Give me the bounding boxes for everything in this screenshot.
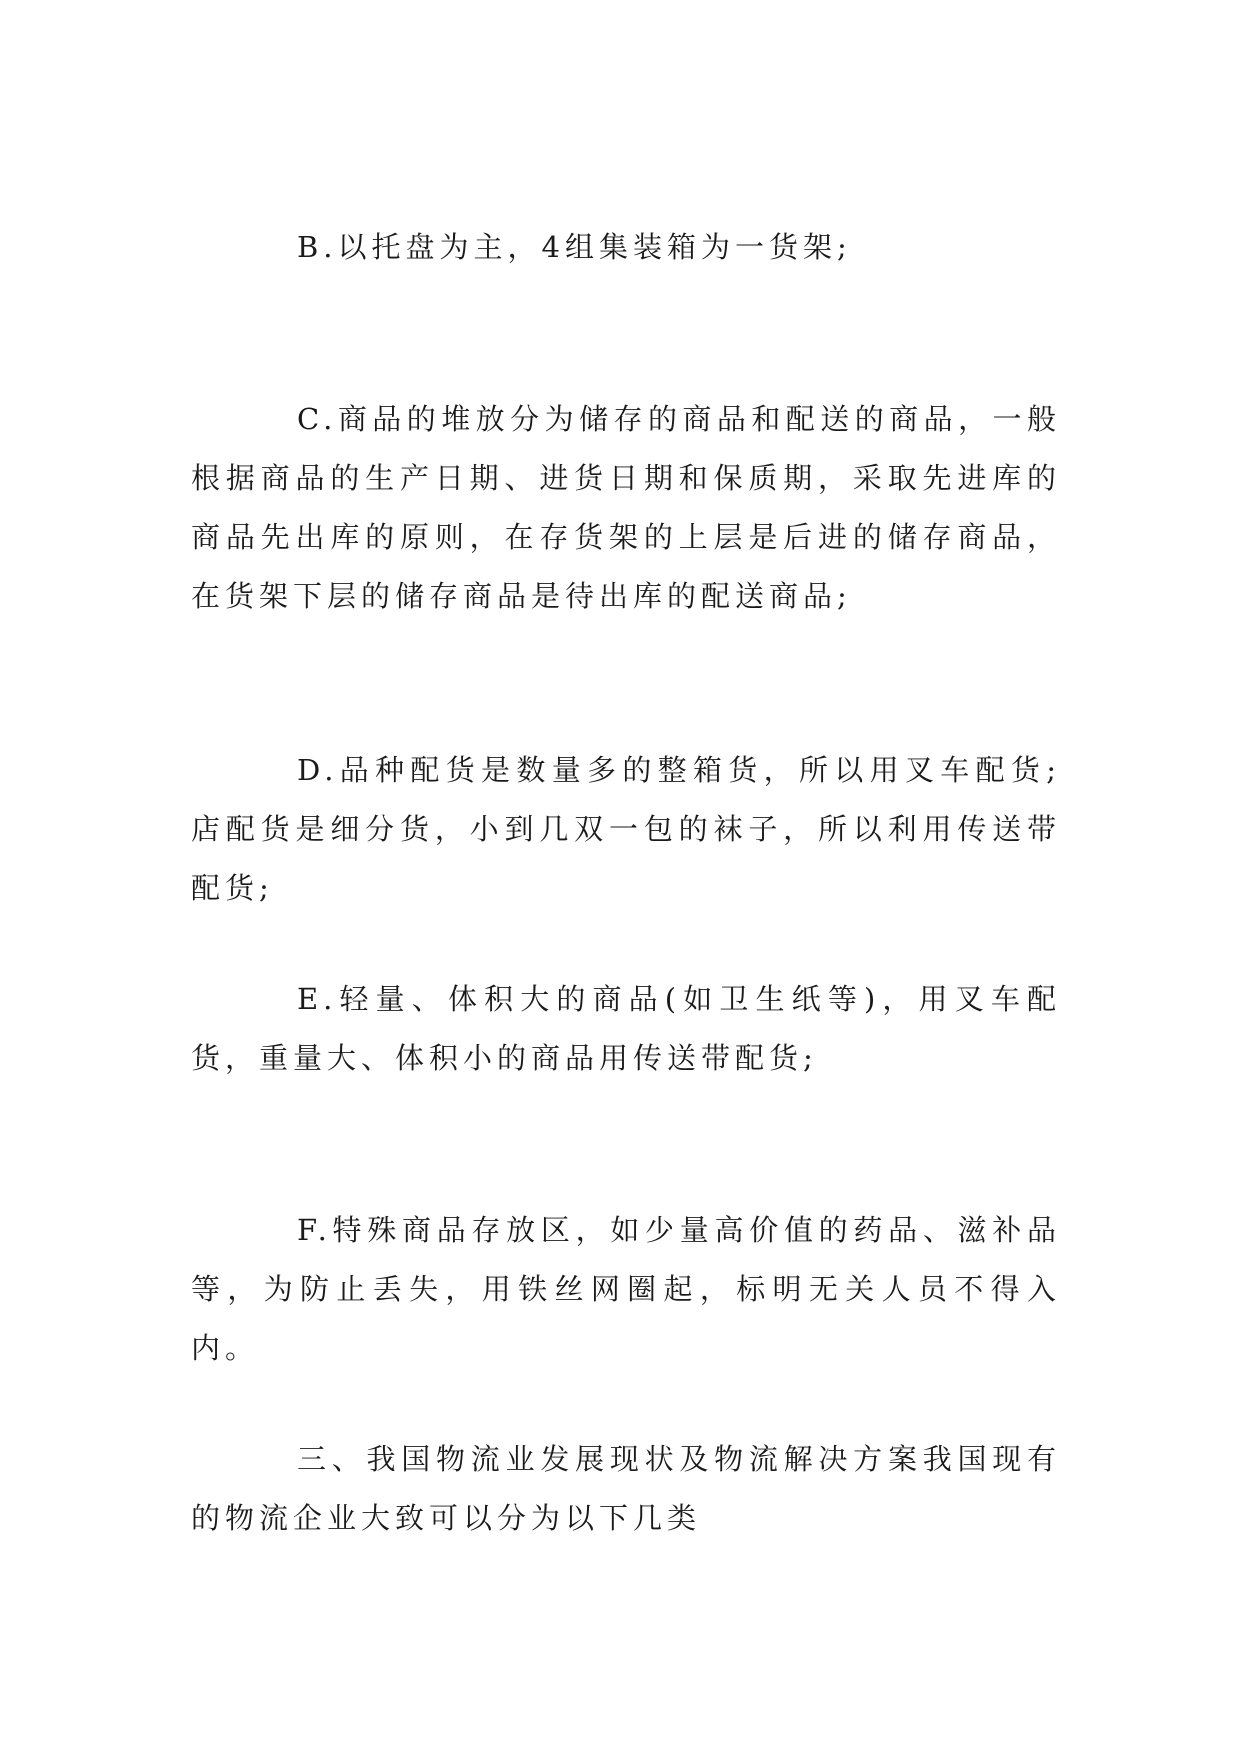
paragraph-c: C.商品的堆放分为储存的商品和配送的商品，一般根据商品的生产日期、进货日期和保质期，采取先进库的商品先出库的原则，在存货架的上层是后进的储存商品，在货架下层的储存商品是待出库的配送商品; [191, 402, 1061, 613]
paragraph-b: B.以托盘为主，4组集装箱为一货架; [297, 230, 852, 264]
paragraph-f: F.特殊商品存放区，如少量高价值的药品、滋补品等，为防止丢失，用铁丝网圈起，标明无关人员不得入内。 [191, 1213, 1061, 1365]
paragraph-d: D.品种配货是数量多的整箱货，所以用叉车配货;店配货是细分货，小到几双一包的袜子，所以利用传送带配货; [191, 753, 1061, 905]
section-heading-paragraph: 三、我国物流业发展现状及物流解决方案我国现有的物流企业大致可以分为以下几类 [191, 1442, 1061, 1535]
paragraph-e: E.轻量、体积大的商品(如卫生纸等)，用叉车配货，重量大、体积小的商品用传送带配货; [191, 982, 1061, 1075]
